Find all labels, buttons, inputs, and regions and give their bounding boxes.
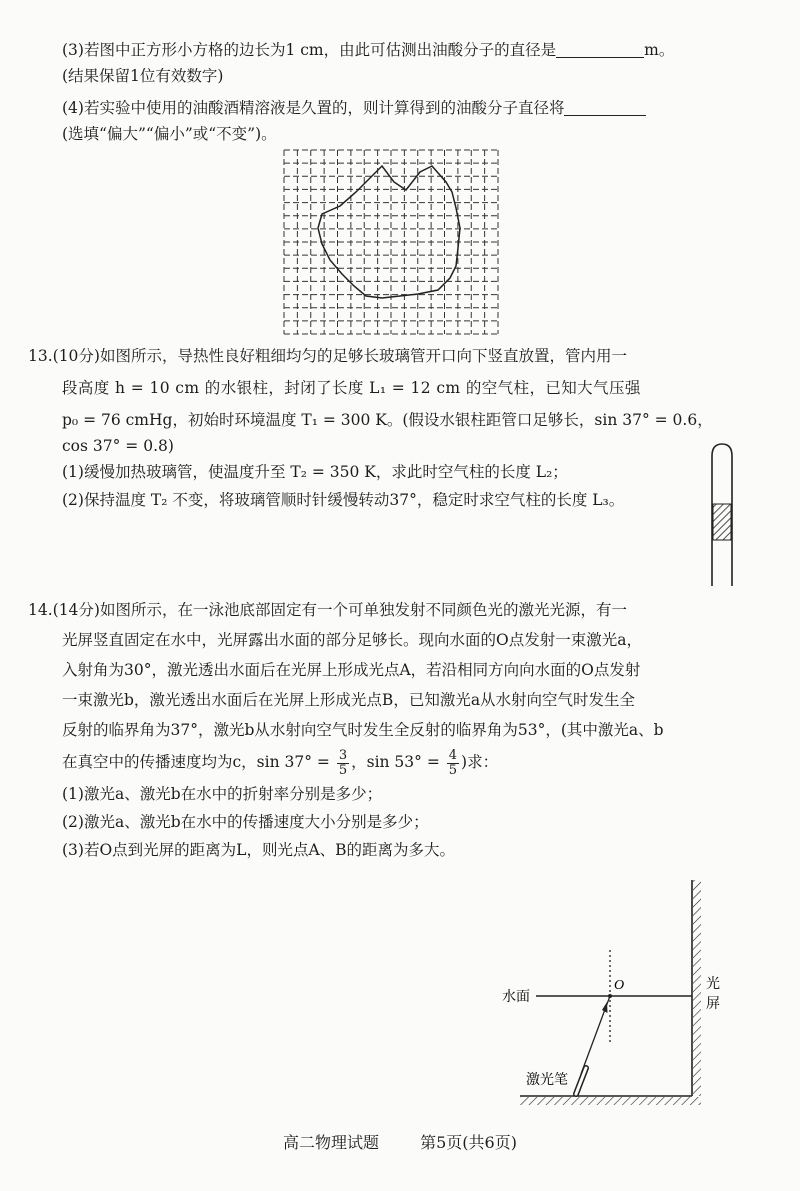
q12-sub4-text: (4)若实验中使用的油酸酒精溶液是久置的，则计算得到的油酸分子直径将 <box>62 99 565 117</box>
fraction-denominator: 5 <box>338 762 348 778</box>
q13-sub-1: (1)缓慢加热玻璃管，使温度升至 T₂ = 350 K，求此时空气柱的长度 L₂； <box>62 463 568 481</box>
screen-label-1: 光 <box>706 977 720 992</box>
q13-line-1: 13.(10分)如图所示，导热性良好粗细均匀的足够长玻璃管开口向下竖直放置，管内用一 <box>28 347 627 365</box>
q12-sub3-note: (结果保留1位有效数字) <box>62 67 224 85</box>
q14-line-3: 入射角为30°，激光透出水面后在光屏上形成光点A，若沿相同方向向水面的O点发射 <box>62 661 641 679</box>
point-o-label: O <box>614 978 625 993</box>
q13-line-4: cos 37° = 0.8) <box>62 437 174 455</box>
answer-blank <box>564 99 646 116</box>
q14-line-6-a: 在真空中的传播速度均为c，sin 37° = <box>62 753 330 771</box>
q14-line-4: 一束激光b，激光透出水面后在光屏上形成光点B，已知激光a从水射向空气时发生全 <box>62 691 636 709</box>
q12-sub4-line <box>62 98 646 118</box>
q14-sub-1: (1)激光a、激光b在水中的折射率分别是多少； <box>62 785 383 803</box>
fraction-numerator: 3 <box>338 747 348 763</box>
laser-pen <box>576 1068 586 1094</box>
screen-hatch <box>693 880 701 1096</box>
q13-line-2: 段高度 h = 10 cm 的水银柱，封闭了长度 L₁ = 12 cm 的空气柱，已知大气压强 <box>62 379 641 397</box>
screen-label-2: 屏 <box>706 997 720 1012</box>
q14-sub-3: (3)若O点到光屏的距离为L，则光点A、B的距离为多大。 <box>62 841 456 859</box>
q13-line-3: p₀ = 76 cmHg，初始时环境温度 T₁ = 300 K。(假设水银柱距管口足够长，sin 37° = 0.6， <box>62 411 713 429</box>
laser-pen-label: 激光笔 <box>526 1073 568 1088</box>
q12-sub3-text: (3)若图中正方形小方格的边长为1 cm，由此可估测出油酸分子的直径是 <box>62 41 557 59</box>
q14-line-6-c: )求： <box>461 753 499 771</box>
fraction-denominator: 5 <box>448 762 458 778</box>
water-surface-label: 水面 <box>502 990 530 1005</box>
page-footer <box>0 1130 800 1153</box>
oil-film-grid-figure <box>282 148 500 336</box>
fraction-3-5 <box>337 749 349 778</box>
footer-page-number: 第5页(共6页) <box>420 1133 517 1152</box>
fraction-numerator: 4 <box>448 747 458 763</box>
answer-blank <box>556 41 644 58</box>
pool-laser-figure <box>490 872 740 1108</box>
pool-bottom-hatch <box>520 1097 701 1105</box>
beam-arrow <box>602 1002 608 1013</box>
q14-sub-2: (2)激光a、激光b在水中的传播速度大小分别是多少； <box>62 813 429 831</box>
mercury-column <box>713 504 731 540</box>
fraction-4-5 <box>447 749 459 778</box>
oil-film-outline <box>318 166 460 298</box>
q14-line-1: 14.(14分)如图所示，在一泳池底部固定有一个可单独发射不同颜色光的激光光源，有一 <box>28 601 627 619</box>
q14-line-5: 反射的临界角为37°，激光b从水射向空气时发生全反射的临界角为53°，(其中激光a、b <box>62 721 664 739</box>
point-o-marker <box>608 994 612 998</box>
q14-line-6 <box>62 746 498 778</box>
q14-line-6-b: ，sin 53° = <box>351 753 440 771</box>
q12-sub3-unit: m。 <box>644 41 675 59</box>
q14-line-2: 光屏竖直固定在水中，光屏露出水面的部分足够长。现向水面的O点发射一束激光a， <box>62 631 642 649</box>
footer-subject: 高二物理试题 <box>283 1133 380 1152</box>
glass-tube-figure <box>700 442 744 588</box>
q12-sub3-line <box>62 40 674 60</box>
q12-sub4-options: (选填“偏大”“偏小”或“不变”)。 <box>62 125 277 143</box>
q13-sub-2: (2)保持温度 T₂ 不变，将玻璃管顺时针缓慢转动37°，稳定时求空气柱的长度 L₃。 <box>62 491 625 509</box>
